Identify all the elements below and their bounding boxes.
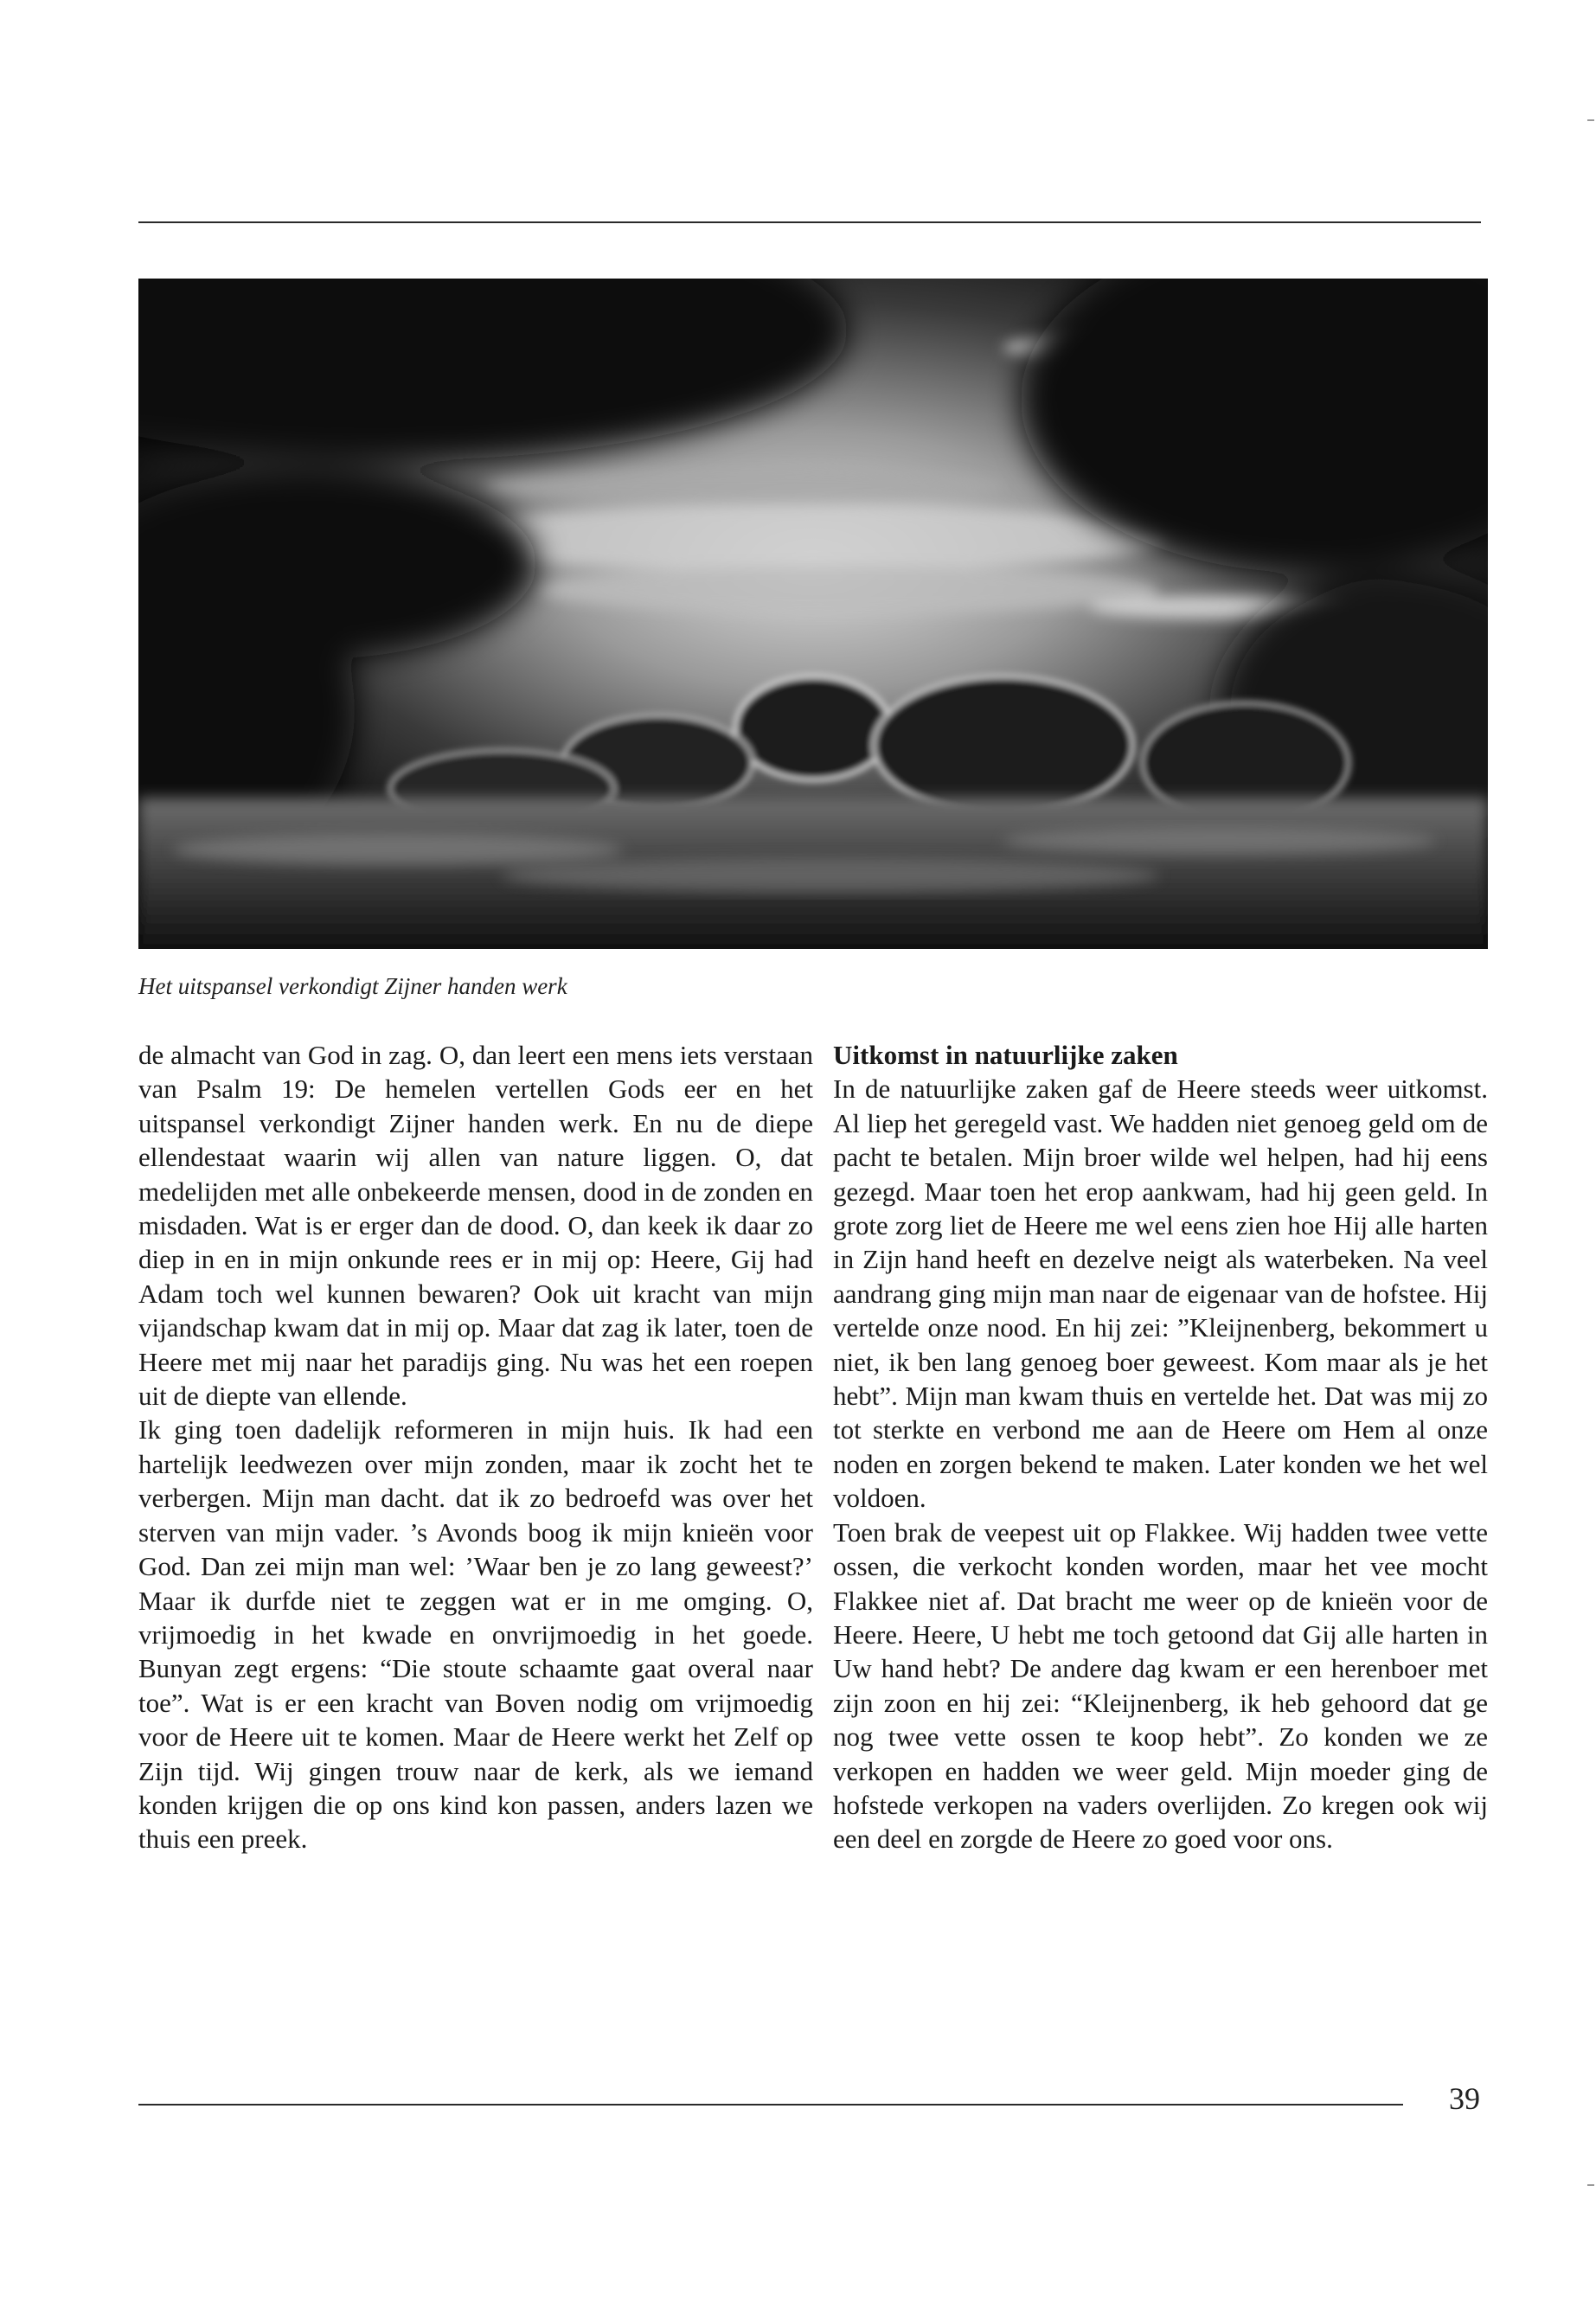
header-rule bbox=[138, 221, 1481, 223]
figure-caption: Het uitspansel verkondigt Zijner handen werk bbox=[138, 973, 567, 999]
paragraph: Ik ging toen dadelijk reformeren in mijn huis. Ik had een hartelijk leedwezen over mijn zonden, maar ik zocht het te verbergen. Mijn man dacht. dat ik zo bedroefd was over het sterven van mijn vader. ’s Avonds boog ik mijn knieën voor God. Dan zei mijn man wel: ’Waar ben je zo lang geweest?’ Maar ik durfde niet te zeggen wat er in me omging. O, vrijmoedig in het kwade en onvrijmoedig in het goede. Bunyan zegt ergens: “Die stoute schaamte gaat overal naar toe”. Wat is er een kracht van Boven nodig om vrijmoedig voor de Heere uit te komen. Maar de Heere werkt het Zelf op Zijn tijd. Wij gingen trouw naar de kerk, als we iemand konden krijgen die op ons kind kon passen, anders lazen we thuis een preek. bbox=[138, 1414, 813, 1855]
crop-mark bbox=[1587, 2184, 1594, 2186]
cloud-photo-graphic bbox=[138, 279, 1488, 949]
page-number: 39 bbox=[1449, 2081, 1480, 2116]
paragraph: In de natuurlijke zaken gaf de Heere steeds weer uitkomst. Al liep het geregeld vast. We hadden niet genoeg geld om de pacht te betalen. Mijn broer wilde wel helpen, had hij eens gezegd. Maar toen het erop aankwam, had hij geen geld. In grote zorg liet de Heere me wel eens zien hoe Hij alle harten in Zijn hand heeft en dezelve neigt als waterbeken. Na veel aandrang ging mijn man naar de eigenaar van de hofstee. Hij vertelde onze nood. En hij zei: ”Kleijnenberg, bekommert u niet, ik ben lang genoeg boer geweest. Kom maar als je het hebt”. Mijn man kwam thuis en vertelde het. Dat was mij zo tot sterkte en verbond me aan de Heere om Hem al onze noden en zorgen bekend te maken. Later konden we het wel voldoen. bbox=[833, 1074, 1488, 1514]
footer-rule bbox=[138, 2104, 1403, 2106]
right-column bbox=[833, 1038, 1488, 1856]
cloud-photo bbox=[138, 279, 1488, 949]
left-column bbox=[138, 1038, 813, 1856]
paragraph: de almacht van God in zag. O, dan leert een mens iets verstaan van Psalm 19: De hemelen vertellen Gods eer en het uitspansel verkondigt Zijner handen werk. En nu de diepe ellendestaat waarin wij allen van nature liggen. O, dat medelijden met alle onbekeerde mensen, dood in de zonden en misdaden. Wat is er erger dan de dood. O, dan keek ik daar zo diep in en in mijn onkunde rees er in mij op: Heere, Gij had Adam toch wel kunnen bewaren? Ook uit kracht van mijn vijandschap kwam dat in mij op. Maar dat zag ik later, toen de Heere met mij naar het paradijs ging. Nu was het een roepen uit de diepte van ellende. bbox=[138, 1040, 813, 1412]
crop-mark bbox=[1587, 119, 1594, 121]
section-heading: Uitkomst in natuurlijke zaken bbox=[833, 1040, 1178, 1070]
paragraph: Toen brak de veepest uit op Flakkee. Wij hadden twee vette ossen, die verkocht konden worden, maar het vee mocht Flakkee niet af. Dat bracht me weer op de knieën voor de Heere. Heere, U hebt me toch getoond dat Gij alle harten in Uw hand hebt? De andere dag kwam er een herenboer met zijn zoon en hij zei: “Kleijnenberg, ik heb gehoord dat ge nog twee vette ossen te koop hebt”. Zo konden we ze verkopen en hadden we weer geld. Mijn moeder ging de hofstede verkopen na vaders overlijden. Zo kregen ook wij een deel en zorgde de Heere zo goed voor ons. bbox=[833, 1516, 1488, 1855]
